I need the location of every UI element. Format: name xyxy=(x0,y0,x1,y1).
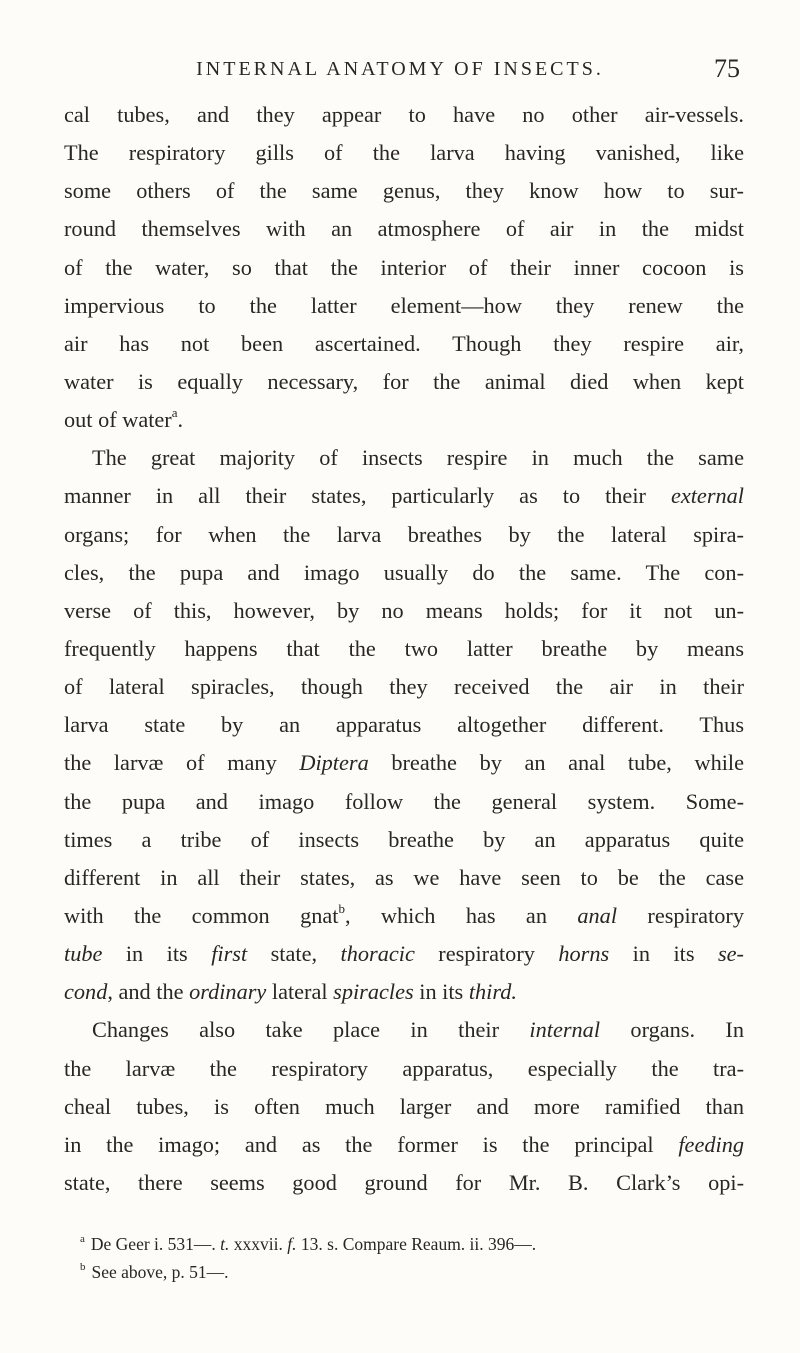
text-run: in its xyxy=(102,941,212,967)
text-line xyxy=(64,249,744,287)
text-run: Changes also take place in their xyxy=(92,1017,530,1043)
italic-text: t. xyxy=(220,1234,230,1254)
text-run: De Geer i. 531—. xyxy=(90,1234,221,1254)
text-run: respiratory xyxy=(617,902,744,928)
text-run: of lateral spiracles, though they received the air in their xyxy=(64,674,744,700)
footnote-ref: a xyxy=(171,405,178,421)
italic-text: ordinary xyxy=(189,979,267,1005)
text-run: cal tubes, and they appear to have no other air-vessels. xyxy=(64,102,744,127)
text-run: verse of this, however, by no means holds; for it not un- xyxy=(64,597,744,623)
text-run: xxxvii. xyxy=(229,1234,288,1254)
text-run: larva state by an apparatus altogether different. Thus xyxy=(64,712,744,738)
text-line xyxy=(64,859,744,897)
text-run: manner in all their states, particularly as to their xyxy=(64,483,671,509)
text-run: See above, p. 51—. xyxy=(91,1262,229,1282)
text-line xyxy=(64,935,744,973)
footnote xyxy=(80,1230,744,1258)
body-text xyxy=(64,96,744,1202)
text-run: . xyxy=(177,407,184,433)
text-line xyxy=(64,1011,744,1049)
text-line xyxy=(64,172,744,210)
page-number: 75 xyxy=(714,54,740,83)
text-run: respiratory xyxy=(414,941,559,967)
text-line xyxy=(64,439,744,477)
text-run: organs. In xyxy=(600,1017,744,1043)
text-run: with the common gnat xyxy=(64,902,339,928)
text-run: , and the xyxy=(107,979,190,1005)
footnote-mark: a xyxy=(80,1233,85,1245)
text-run: round themselves with an atmosphere of air in the midst xyxy=(64,216,744,242)
footnotes xyxy=(80,1230,744,1286)
text-line xyxy=(64,325,744,363)
text-run: cheal tubes, is often much larger and more ramified than xyxy=(64,1093,744,1119)
text-run: organs; for when the larva breathes by the lateral spira- xyxy=(64,521,744,547)
italic-text: cond xyxy=(64,979,108,1005)
text-run: lateral xyxy=(266,979,334,1005)
text-run: different in all their states, as we have seen to be the case xyxy=(64,864,744,890)
text-run: impervious to the latter element—how they renew the xyxy=(64,292,744,318)
text-line xyxy=(64,134,744,172)
italic-text: spiracles xyxy=(333,979,414,1005)
text-run: water is equally necessary, for the animal died when kept xyxy=(64,368,744,394)
text-run: of the water, so that the interior of their inner cocoon is xyxy=(64,254,744,280)
footnote-mark: b xyxy=(80,1261,86,1273)
text-line xyxy=(64,554,744,592)
text-run: some others of the same genus, they know how to sur- xyxy=(64,178,744,204)
text-line xyxy=(64,287,744,325)
italic-text: Diptera xyxy=(299,750,369,776)
text-line xyxy=(64,973,744,1011)
footnote xyxy=(80,1258,744,1286)
text-line xyxy=(64,1164,744,1202)
text-line xyxy=(64,363,744,401)
text-run: cles, the pupa and imago usually do the same. The con- xyxy=(64,559,744,585)
text-run: in its xyxy=(413,979,469,1005)
italic-text: third. xyxy=(468,979,517,1005)
italic-text: horns xyxy=(558,941,610,967)
text-run: in its xyxy=(609,941,718,967)
italic-text: tube xyxy=(64,941,103,967)
italic-text: f. xyxy=(287,1234,297,1254)
text-run: times a tribe of insects breathe by an apparatus quite xyxy=(64,826,744,852)
italic-text: internal xyxy=(529,1017,601,1043)
text-line xyxy=(64,821,744,859)
text-run: state, there seems good ground for Mr. B. Clark’s opi- xyxy=(64,1169,744,1195)
text-line xyxy=(64,516,744,554)
text-run: frequently happens that the two latter breathe by means xyxy=(64,635,744,661)
text-run: the pupa and imago follow the general system. Some- xyxy=(64,788,744,814)
text-line xyxy=(64,477,744,515)
text-line xyxy=(64,401,744,439)
text-run: air has not been ascertained. Though they respire air, xyxy=(64,330,744,356)
italic-text: thoracic xyxy=(340,941,415,967)
running-head xyxy=(0,58,800,81)
italic-text: first xyxy=(211,941,248,967)
text-run: the larvæ of many xyxy=(64,750,300,776)
footnote-ref: b xyxy=(338,900,345,916)
text-run: The respiratory gills of the larva having vanished, like xyxy=(64,140,744,166)
italic-text: anal xyxy=(577,902,618,928)
text-line xyxy=(64,706,744,744)
text-line xyxy=(64,783,744,821)
text-run: breathe by an anal tube, while xyxy=(368,750,745,776)
text-line xyxy=(64,96,744,134)
italic-text: external xyxy=(670,483,744,509)
text-line xyxy=(64,1050,744,1088)
italic-text: se- xyxy=(717,941,744,967)
text-run: state, xyxy=(247,941,341,967)
text-line xyxy=(64,744,744,782)
text-run: , which has an xyxy=(344,902,578,928)
text-line xyxy=(64,1088,744,1126)
text-line xyxy=(64,210,744,248)
italic-text: feeding xyxy=(678,1131,744,1157)
text-line xyxy=(64,1126,744,1164)
running-head-title: INTERNAL ANATOMY OF INSECTS. xyxy=(196,58,604,80)
text-line xyxy=(64,668,744,706)
text-run: the larvæ the respiratory apparatus, especially the tra- xyxy=(64,1055,744,1081)
text-run: The great majority of insects respire in much the same xyxy=(92,445,744,471)
text-line xyxy=(64,630,744,668)
text-line xyxy=(64,592,744,630)
text-line xyxy=(64,897,744,935)
text-run: in the imago; and as the former is the principal xyxy=(64,1131,679,1157)
text-run: 13. s. Compare Reaum. ii. 396—. xyxy=(296,1234,537,1254)
text-run: out of water xyxy=(64,407,172,433)
